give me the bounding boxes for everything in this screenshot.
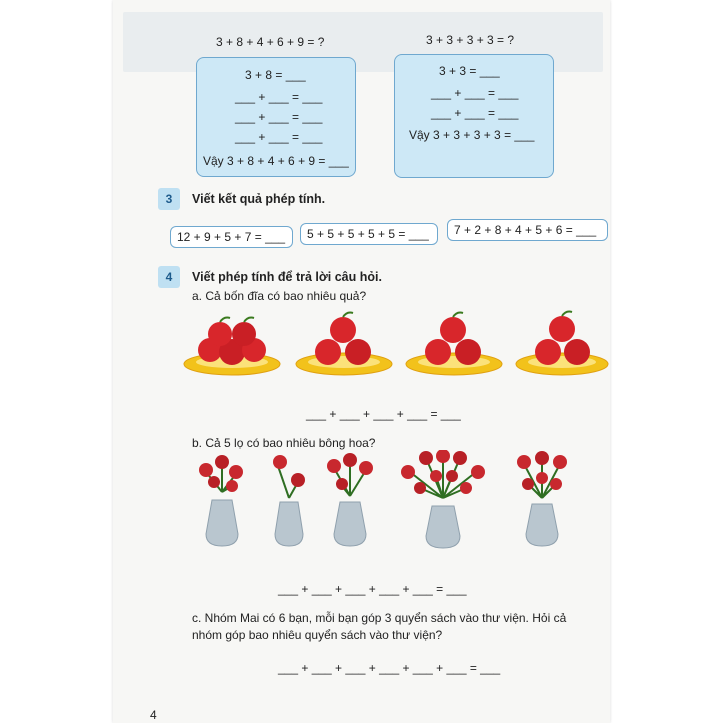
answer-line-b: ___ + ___ + ___ + ___ + ___ = ___ bbox=[278, 582, 467, 596]
question-b: b. Cả 5 lọ có bao nhiêu bông hoa? bbox=[192, 436, 376, 450]
work-line: ___ + ___ = ___ bbox=[431, 106, 519, 120]
answer-line-c: ___ + ___ + ___ + ___ + ___ + ___ = ___ bbox=[278, 661, 501, 675]
flower-vase bbox=[192, 452, 252, 554]
work-box-right bbox=[394, 54, 554, 178]
question-left: 3 + 8 + 4 + 6 + 9 = ? bbox=[216, 35, 325, 49]
work-line: ___ + ___ = ___ bbox=[235, 130, 323, 144]
exercise-number-badge: 3 bbox=[158, 188, 180, 210]
exercise-title: Viết kết quả phép tính. bbox=[192, 192, 326, 206]
apple-plate-3 bbox=[404, 308, 504, 378]
apple-plate-3 bbox=[514, 306, 610, 378]
work-line: ___ + ___ = ___ bbox=[431, 86, 519, 100]
work-line: Vậy 3 + 3 + 3 + 3 = ___ bbox=[409, 128, 535, 142]
calc-pill: 5 + 5 + 5 + 5 + 5 = ___ bbox=[300, 223, 438, 245]
calc-pill: 7 + 2 + 8 + 4 + 5 + 6 = ___ bbox=[447, 219, 608, 241]
calc-pill: 12 + 9 + 5 + 7 = ___ bbox=[170, 226, 293, 248]
work-line: ___ + ___ = ___ bbox=[235, 110, 323, 124]
flower-vase bbox=[264, 452, 314, 554]
answer-line-a: ___ + ___ + ___ + ___ = ___ bbox=[306, 407, 461, 421]
work-line: 3 + 3 = ___ bbox=[439, 64, 500, 78]
work-line: 3 + 8 = ___ bbox=[245, 68, 306, 82]
apple-plate-3 bbox=[294, 308, 394, 378]
work-line: ___ + ___ = ___ bbox=[235, 90, 323, 104]
flower-vase bbox=[512, 450, 572, 554]
flower-vase bbox=[396, 450, 490, 554]
exercise-title: Viết phép tính để trả lời câu hỏi. bbox=[192, 270, 382, 284]
work-line: Vậy 3 + 8 + 4 + 6 + 9 = ___ bbox=[203, 154, 349, 168]
page-number: 4 bbox=[150, 708, 157, 722]
apple-plate-4 bbox=[182, 312, 282, 378]
question-c-line2: nhóm góp bao nhiêu quyển sách vào thư viện? bbox=[192, 628, 443, 642]
exercise-number-badge: 4 bbox=[158, 266, 180, 288]
work-box-left bbox=[196, 57, 356, 177]
question-c-line1: c. Nhóm Mai có 6 bạn, mỗi bạn góp 3 quyển sách vào thư viện. Hỏi cả bbox=[192, 611, 567, 625]
question-right: 3 + 3 + 3 + 3 = ? bbox=[426, 33, 515, 47]
question-a: a. Cả bốn đĩa có bao nhiêu quả? bbox=[192, 289, 367, 303]
flower-vase bbox=[322, 450, 378, 554]
